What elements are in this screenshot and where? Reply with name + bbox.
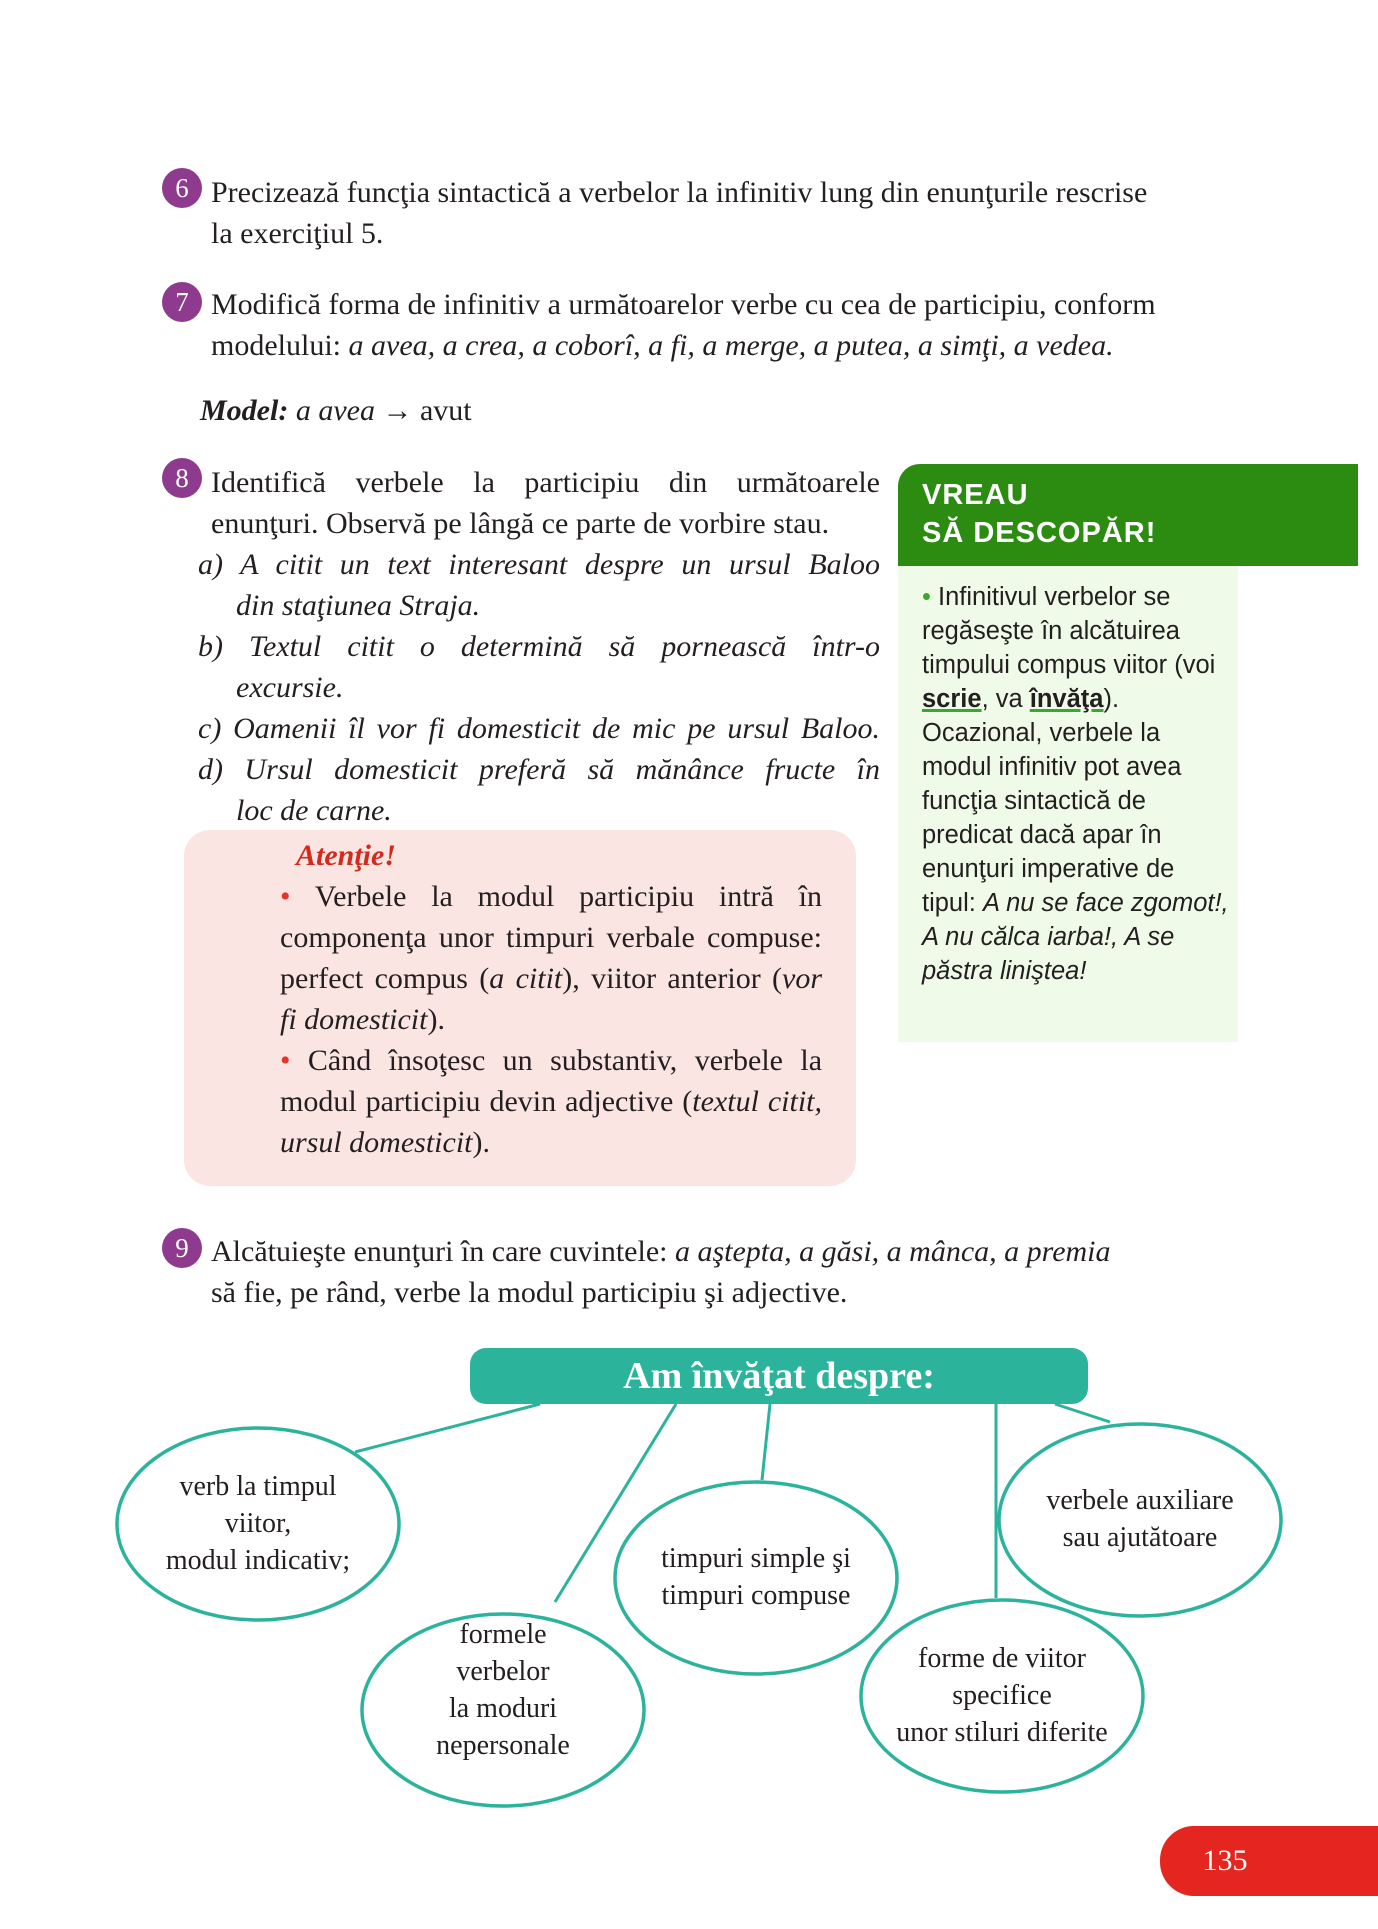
exercise-8-line2: enunţuri. Observă pe lângă ce parte de vorbire stau. [211, 507, 830, 540]
model-label: Model: [200, 394, 289, 427]
connector-line [355, 1404, 540, 1452]
sidebar-title-line2: SĂ DESCOPĂR! [922, 517, 1157, 549]
connector-line [762, 1404, 770, 1480]
bubble-2-text: formele verbelor la moduri nepersonale [436, 1619, 570, 1761]
highlight-invata: învăţa [1029, 685, 1104, 713]
exercise-6-line1: Precizează funcţia sintactică a verbelor la infinitiv lung din enunţurile rescrise [211, 176, 1148, 209]
exercise-9-line1: Alcătuieşte enunţuri în care cuvintele: a aştepta, a găsi, a mânca, a premia [211, 1235, 1111, 1268]
exercise-8-item-a: a) A citit un text interesant despre un ursul Baloo din staţiunea Straja. [198, 548, 880, 622]
bullet-icon: • [922, 583, 931, 611]
sidebar-examples: A nu se face zgomot!, A nu călca iarba!, A se păstra liniştea! [922, 889, 1229, 985]
connector-line [1055, 1404, 1110, 1422]
exercise-8-line1: Identifică verbele la participiu din următoarele [211, 466, 880, 499]
exercise-6-badge: 6 [162, 168, 202, 208]
exercise-7-verbs: a avea, a crea, a coborî, a fi, a merge, a putea, a simţi, a vedea. [348, 329, 1114, 362]
exercise-8-item-c: c) Oamenii îl vor fi domesticit de mic pe ursul Baloo. [198, 712, 881, 745]
model-example: a avea [295, 394, 375, 427]
sidebar-title-line1: VREAU [922, 479, 1029, 511]
exercise-7-line1: Modifică forma de infinitiv a următoarelor verbe cu cea de participiu, conform [211, 288, 1156, 321]
model-result: → avut [374, 394, 472, 427]
exercise-8-item-d: d) Ursul domesticit preferă să mănânce fructe în loc de carne. [198, 753, 880, 827]
bubble-1-text: verb la timpul viitor, modul indicativ; [165, 1471, 351, 1576]
exercise-7-prefix: modelului: [211, 329, 349, 362]
exercise-8-badge: 8 [162, 458, 202, 498]
exercise-9-line2: să fie, pe rând, verbe la modul participiu şi adjective. [211, 1276, 848, 1309]
attention-point-1: • Verbele la modul participiu intră în componenţa unor timpuri verbale compuse: perfect compus (a citit), viitor anterior (vor fi domesticit). [280, 880, 823, 1036]
attention-title: Atenţie! [296, 839, 397, 872]
bubble-4-text: forme de viitor specifice unor stiluri diferite [896, 1643, 1108, 1748]
exercise-9-badge: 9 [162, 1228, 202, 1268]
exercise-6-line2: la exerciţiul 5. [211, 217, 384, 250]
bullet-icon: • [280, 880, 291, 913]
exercise-8-item-b: b) Textul citit o determină să pornească într-o excursie. [198, 630, 880, 704]
bullet-icon: • [280, 1044, 291, 1077]
summary-banner: Am învăţat despre: [470, 1348, 1088, 1404]
exercise-7-badge: 7 [162, 282, 202, 322]
attention-point-2: • Când însoţesc un substantiv, verbele la modul participiu devin adjective (textul citit, ursul domesticit). [280, 1044, 823, 1159]
highlight-scrie: scrie [922, 685, 982, 713]
bubble-3-text: timpuri simple şi timpuri compuse [661, 1543, 851, 1611]
page-number-tab [1160, 1826, 1378, 1896]
bubble-5-text: verbele auxiliare sau ajutătoare [1046, 1485, 1234, 1553]
page-number: 135 [1202, 1844, 1248, 1877]
sidebar-text: • Infinitivul verbelor se regăseşte în alcătuirea timpului compus viitor (voi scrie, va învăţa). Ocazional, verbele la modul infinitiv pot avea funcţia sintactică de predicat dacă apar în enunţuri imperative de tipul: A nu se face zgomot!, A nu călca iarba!, A se păstra liniştea! [922, 583, 1229, 985]
